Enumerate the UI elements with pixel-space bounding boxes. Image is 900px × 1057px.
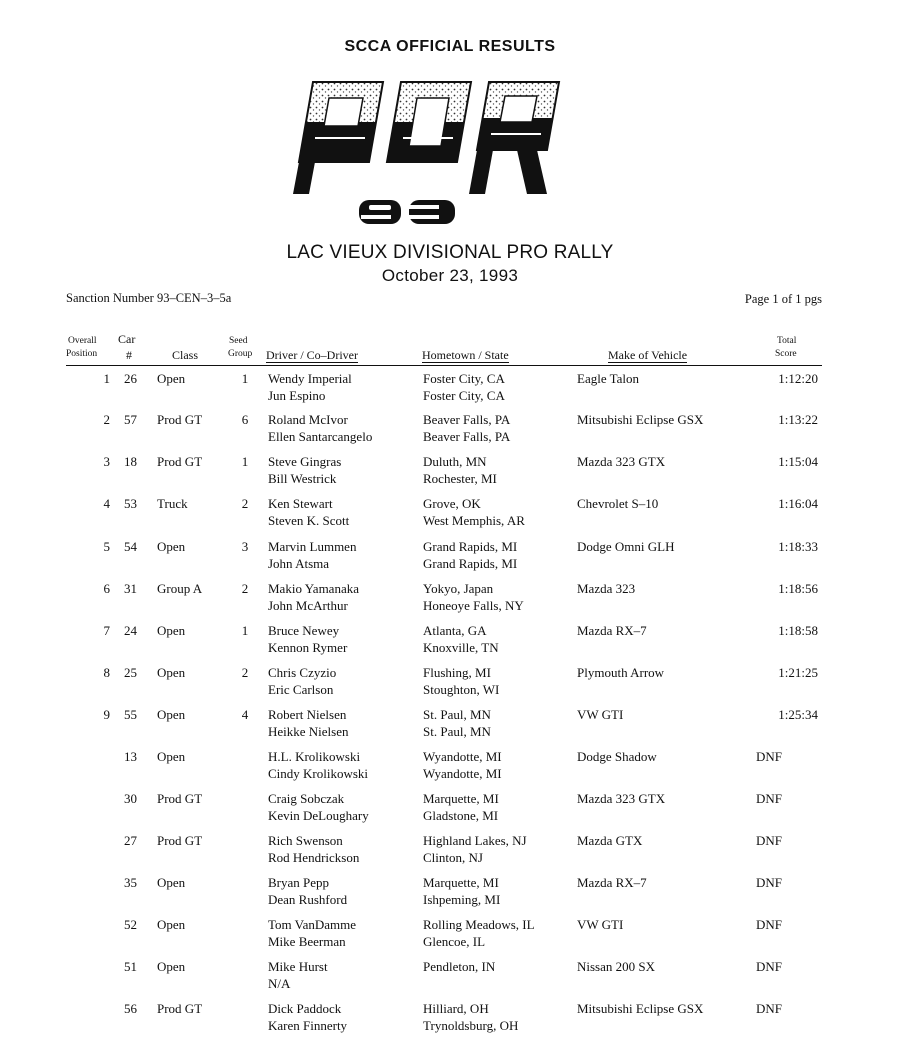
vehicle-class: Open xyxy=(157,539,186,554)
codriver-name: Rod Hendrickson xyxy=(268,850,360,865)
driver-hometown: Beaver Falls, PA xyxy=(423,412,511,427)
total-score: DNF xyxy=(756,959,783,974)
codriver-name: N/A xyxy=(268,976,291,991)
car-number: 52 xyxy=(124,917,137,932)
event-date: October 23, 1993 xyxy=(381,266,519,285)
col-total-line1: Total xyxy=(777,336,797,346)
total-score: 1:18:56 xyxy=(778,581,818,596)
vehicle-make: Nissan 200 SX xyxy=(577,959,656,974)
driver-name: Dick Paddock xyxy=(268,1001,342,1016)
logo-letter-p xyxy=(293,82,383,194)
por-93-logo xyxy=(285,70,585,230)
col-car-line2: # xyxy=(126,348,132,362)
sanction-number: Sanction Number 93–CEN–3–5a xyxy=(66,291,232,305)
car-number: 25 xyxy=(124,665,137,680)
hometown-state xyxy=(423,958,495,975)
hometown-state xyxy=(423,538,517,572)
vehicle-class: Prod GT xyxy=(157,833,203,848)
codriver-hometown: Stoughton, WI xyxy=(423,682,500,697)
driver-hometown: Grand Rapids, MI xyxy=(423,539,518,554)
total-score: DNF xyxy=(756,791,783,806)
col-class: Class xyxy=(172,348,199,362)
driver-hometown: Wyandotte, MI xyxy=(423,749,502,764)
codriver-name: Eric Carlson xyxy=(268,682,334,697)
hometown-state xyxy=(423,706,491,740)
official-results-heading: SCCA OFFICIAL RESULTS xyxy=(344,38,556,55)
codriver-hometown: Wyandotte, MI xyxy=(423,766,502,781)
driver-codriver xyxy=(268,411,372,445)
codriver-hometown: Foster City, CA xyxy=(423,388,505,403)
driver-hometown: Flushing, MI xyxy=(423,665,491,680)
hometown-state xyxy=(423,411,510,445)
codriver-hometown: Clinton, NJ xyxy=(423,850,483,865)
codriver-hometown: St. Paul, MN xyxy=(423,724,491,739)
seed-group: 2 xyxy=(241,581,249,596)
car-number: 30 xyxy=(124,791,137,806)
col-make: Make of Vehicle xyxy=(608,348,688,362)
driver-name: Makio Yamanaka xyxy=(268,581,359,596)
vehicle-class: Prod GT xyxy=(157,412,203,427)
driver-codriver xyxy=(268,832,359,866)
table-row xyxy=(0,958,900,998)
vehicle-class: Prod GT xyxy=(157,791,203,806)
seed-group: 1 xyxy=(241,371,249,386)
codriver-name: Jun Espino xyxy=(268,388,326,403)
table-row xyxy=(0,453,900,493)
codriver-name: Heikke Nielsen xyxy=(268,724,349,739)
driver-hometown: Marquette, MI xyxy=(423,791,499,806)
driver-name: Mike Hurst xyxy=(268,959,328,974)
driver-codriver xyxy=(268,874,347,908)
driver-hometown: Marquette, MI xyxy=(423,875,499,890)
hometown-state xyxy=(423,874,500,908)
codriver-hometown: West Memphis, AR xyxy=(423,513,525,528)
driver-hometown: Pendleton, IN xyxy=(423,959,496,974)
overall-position: 2 xyxy=(103,412,110,427)
table-row xyxy=(0,832,900,872)
col-seed-line1: Seed xyxy=(229,336,248,346)
logo-letter-r xyxy=(469,82,559,194)
page-info: Page 1 of 1 pgs xyxy=(744,292,822,306)
hometown-state xyxy=(423,664,499,698)
driver-codriver xyxy=(268,958,328,992)
table-row xyxy=(0,1000,900,1040)
vehicle-class: Prod GT xyxy=(157,1001,203,1016)
col-total-line2: Score xyxy=(775,349,797,359)
codriver-name: John Atsma xyxy=(268,556,330,571)
total-score: 1:15:04 xyxy=(778,454,818,469)
seed-group: 1 xyxy=(241,623,249,638)
codriver-hometown: Grand Rapids, MI xyxy=(423,556,518,571)
total-score: 1:13:22 xyxy=(778,412,818,427)
driver-codriver xyxy=(268,706,349,740)
table-row xyxy=(0,495,900,535)
driver-name: Tom VanDamme xyxy=(268,917,357,932)
driver-codriver xyxy=(268,495,349,529)
table-row xyxy=(0,411,900,451)
hometown-state xyxy=(423,916,535,950)
hometown-state xyxy=(423,790,499,824)
codriver-hometown: Beaver Falls, PA xyxy=(423,429,511,444)
driver-codriver xyxy=(268,538,356,572)
codriver-name: Bill Westrick xyxy=(268,471,337,486)
total-score: 1:25:34 xyxy=(778,707,818,722)
table-row xyxy=(0,916,900,956)
car-number: 56 xyxy=(124,1001,137,1016)
col-overall-line1: Overall xyxy=(68,336,97,346)
total-score: DNF xyxy=(756,1001,783,1016)
vehicle-class: Open xyxy=(157,917,186,932)
col-seed-line2: Group xyxy=(228,349,253,359)
table-row xyxy=(0,664,900,704)
vehicle-class: Open xyxy=(157,875,186,890)
vehicle-make: Mazda 323 GTX xyxy=(577,454,666,469)
vehicle-make: VW GTI xyxy=(577,917,624,932)
vehicle-class: Open xyxy=(157,371,186,386)
car-number: 54 xyxy=(124,539,137,554)
logo-year-93 xyxy=(359,200,455,224)
seed-group: 3 xyxy=(241,539,249,554)
logo-letter-o xyxy=(387,82,471,162)
vehicle-class: Group A xyxy=(157,581,203,596)
vehicle-class: Open xyxy=(157,959,186,974)
total-score: 1:18:33 xyxy=(778,539,818,554)
codriver-name: John McArthur xyxy=(268,598,348,613)
driver-name: H.L. Krolikowski xyxy=(268,749,361,764)
vehicle-make: Dodge Omni GLH xyxy=(577,539,675,554)
total-score: DNF xyxy=(756,917,783,932)
total-score: 1:18:58 xyxy=(778,623,818,638)
car-number: 35 xyxy=(124,875,137,890)
car-number: 51 xyxy=(124,959,137,974)
col-hometown: Hometown / State xyxy=(422,348,509,362)
vehicle-make: Mazda GTX xyxy=(577,833,643,848)
overall-position: 5 xyxy=(103,539,110,554)
driver-hometown: Highland Lakes, NJ xyxy=(423,833,527,848)
codriver-hometown: Ishpeming, MI xyxy=(423,892,501,907)
driver-codriver xyxy=(268,790,369,824)
codriver-hometown: Honeoye Falls, NY xyxy=(423,598,524,613)
driver-codriver xyxy=(268,664,336,698)
vehicle-make: VW GTI xyxy=(577,707,624,722)
driver-hometown: St. Paul, MN xyxy=(423,707,491,722)
vehicle-make: Mitsubishi Eclipse GSX xyxy=(577,412,704,427)
car-number: 13 xyxy=(124,749,137,764)
table-row xyxy=(0,580,900,620)
seed-group: 2 xyxy=(241,665,249,680)
total-score: DNF xyxy=(756,875,783,890)
car-number: 31 xyxy=(124,581,137,596)
overall-position: 8 xyxy=(103,665,110,680)
hometown-state xyxy=(423,370,505,404)
codriver-name: Ellen Santarcangelo xyxy=(268,429,373,444)
vehicle-make: Mitsubishi Eclipse GSX xyxy=(577,1001,704,1016)
hometown-state xyxy=(423,622,499,656)
overall-position: 1 xyxy=(103,371,110,386)
codriver-name: Kevin DeLoughary xyxy=(268,808,369,823)
hometown-state xyxy=(423,495,525,529)
vehicle-class: Open xyxy=(157,749,186,764)
driver-hometown: Foster City, CA xyxy=(423,371,505,386)
hometown-state xyxy=(423,748,502,782)
driver-hometown: Hilliard, OH xyxy=(423,1001,489,1016)
codriver-hometown: Rochester, MI xyxy=(423,471,497,486)
table-row xyxy=(0,790,900,830)
codriver-hometown: Glencoe, IL xyxy=(423,934,486,949)
codriver-hometown: Knoxville, TN xyxy=(423,640,499,655)
car-number: 53 xyxy=(124,496,137,511)
hometown-state xyxy=(423,453,497,487)
driver-codriver xyxy=(268,453,341,487)
vehicle-class: Open xyxy=(157,665,186,680)
driver-codriver xyxy=(268,370,352,404)
table-row xyxy=(0,748,900,788)
codriver-name: Mike Beerman xyxy=(268,934,346,949)
codriver-hometown: Gladstone, MI xyxy=(423,808,499,823)
driver-name: Wendy Imperial xyxy=(268,371,352,386)
driver-name: Steve Gingras xyxy=(268,454,342,469)
vehicle-make: Mazda RX–7 xyxy=(577,623,647,638)
driver-name: Robert Nielsen xyxy=(268,707,347,722)
overall-position: 3 xyxy=(103,454,110,469)
driver-codriver xyxy=(268,916,356,950)
driver-codriver xyxy=(268,1000,347,1034)
car-number: 26 xyxy=(124,371,137,386)
total-score: DNF xyxy=(756,833,783,848)
seed-group: 6 xyxy=(241,412,249,427)
driver-name: Craig Sobczak xyxy=(268,791,345,806)
driver-hometown: Grove, OK xyxy=(423,496,481,511)
driver-name: Bruce Newey xyxy=(268,623,340,638)
car-number: 27 xyxy=(124,833,137,848)
overall-position: 9 xyxy=(103,707,110,722)
total-score: 1:16:04 xyxy=(778,496,818,511)
codriver-name: Dean Rushford xyxy=(268,892,348,907)
event-name: LAC VIEUX DIVISIONAL PRO RALLY xyxy=(286,242,614,263)
overall-position: 7 xyxy=(103,623,110,638)
car-number: 18 xyxy=(124,454,137,469)
vehicle-make: Mazda 323 xyxy=(577,581,636,596)
total-score: 1:12:20 xyxy=(778,371,818,386)
car-number: 57 xyxy=(124,412,137,427)
codriver-name: Steven K. Scott xyxy=(268,513,350,528)
seed-group: 2 xyxy=(241,496,249,511)
col-driver: Driver / Co–Driver xyxy=(266,348,358,362)
seed-group: 1 xyxy=(241,454,249,469)
driver-name: Chris Czyzio xyxy=(268,665,337,680)
codriver-name: Kennon Rymer xyxy=(268,640,348,655)
vehicle-make: Dodge Shadow xyxy=(577,749,657,764)
driver-name: Ken Stewart xyxy=(268,496,333,511)
driver-codriver xyxy=(268,748,368,782)
vehicle-class: Truck xyxy=(157,496,188,511)
vehicle-class: Open xyxy=(157,623,186,638)
table-row xyxy=(0,874,900,914)
vehicle-make: Mazda RX–7 xyxy=(577,875,647,890)
driver-hometown: Rolling Meadows, IL xyxy=(423,917,535,932)
col-car-line1: Car xyxy=(118,332,136,346)
overall-position: 6 xyxy=(103,581,110,596)
driver-hometown: Yokyo, Japan xyxy=(423,581,494,596)
car-number: 24 xyxy=(124,623,137,638)
total-score: 1:21:25 xyxy=(778,665,818,680)
driver-name: Roland McIvor xyxy=(268,412,348,427)
driver-codriver xyxy=(268,622,347,656)
car-number: 55 xyxy=(124,707,137,722)
seed-group: 4 xyxy=(241,707,249,722)
driver-name: Rich Swenson xyxy=(268,833,343,848)
table-row xyxy=(0,370,900,410)
driver-hometown: Duluth, MN xyxy=(423,454,487,469)
codriver-name: Cindy Krolikowski xyxy=(268,766,369,781)
vehicle-class: Prod GT xyxy=(157,454,203,469)
col-overall-line2: Position xyxy=(66,349,98,359)
driver-name: Bryan Pepp xyxy=(268,875,330,890)
codriver-hometown: Trynoldsburg, OH xyxy=(423,1018,519,1033)
table-row xyxy=(0,706,900,746)
vehicle-make: Eagle Talon xyxy=(577,371,640,386)
driver-codriver xyxy=(268,580,359,614)
driver-name: Marvin Lummen xyxy=(268,539,357,554)
codriver-name: Karen Finnerty xyxy=(268,1018,348,1033)
driver-hometown: Atlanta, GA xyxy=(423,623,487,638)
hometown-state xyxy=(423,1000,518,1034)
table-row xyxy=(0,622,900,662)
header-rule xyxy=(66,365,822,366)
vehicle-make: Mazda 323 GTX xyxy=(577,791,666,806)
overall-position: 4 xyxy=(103,496,110,511)
vehicle-make: Chevrolet S–10 xyxy=(577,496,659,511)
hometown-state xyxy=(423,832,527,866)
vehicle-class: Open xyxy=(157,707,186,722)
total-score: DNF xyxy=(756,749,783,764)
table-row xyxy=(0,538,900,578)
vehicle-make: Plymouth Arrow xyxy=(577,665,665,680)
hometown-state xyxy=(423,580,524,614)
